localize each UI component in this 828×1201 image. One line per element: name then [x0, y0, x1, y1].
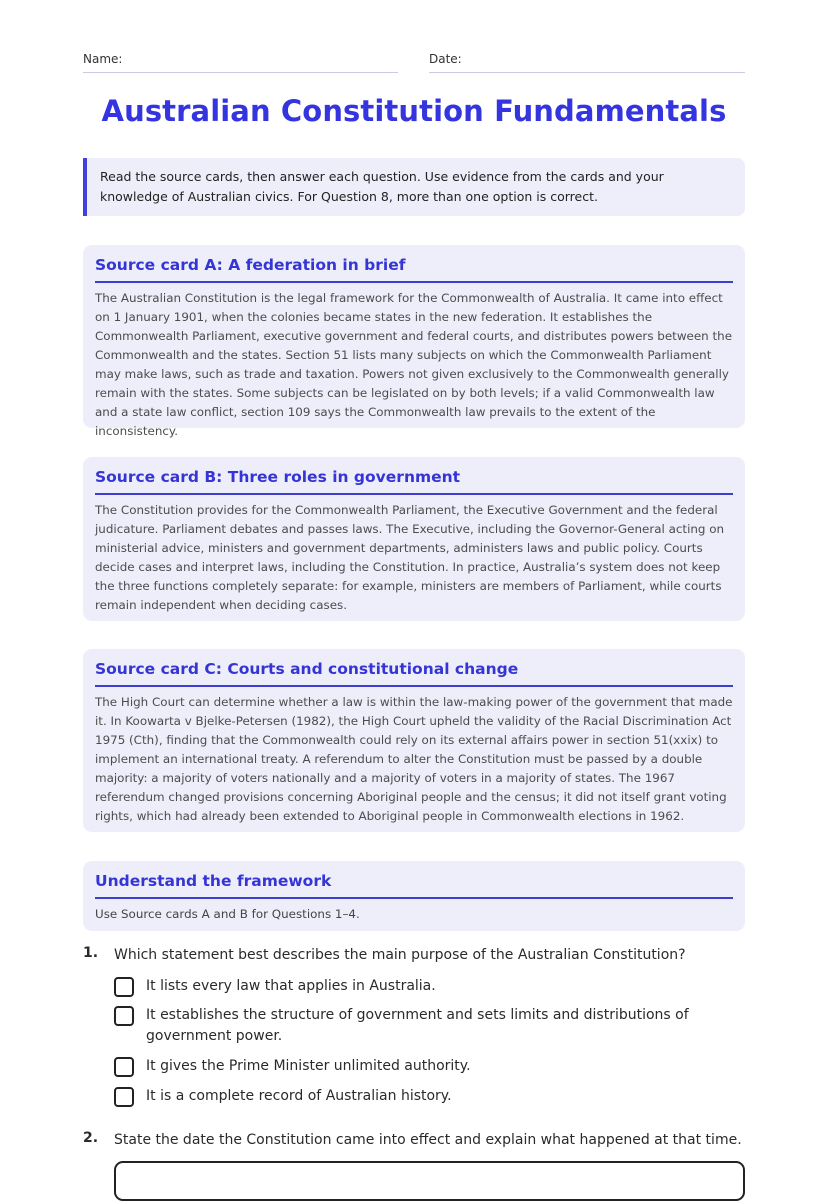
date-label: Date:	[429, 52, 462, 66]
name-label: Name:	[83, 52, 123, 66]
checkbox[interactable]	[114, 1057, 134, 1077]
source-card-a-title: Source card A: A federation in brief	[95, 254, 733, 283]
source-card-b-body: The Constitution provides for the Commonwealth Parliament, the Executive Government and the federal judicature. Parliament debates and passes laws. The Executive, including the Governor-General acting on ministerial advice, ministers and government departments, administers laws and public policy. Courts decide cases and interpret laws, including the Constitution. In practice, Australia’s system does not keep the three functions completely separate: for example, ministers are members of Parliament, while courts remain independent when deciding cases.	[95, 503, 725, 612]
source-card-a-body: The Australian Constitution is the legal framework for the Commonwealth of Australia. It came into effect on 1 January 1901, when the colonies became states in the new federation. It establishes the Commonwealth Parliament, executive government and federal courts, and distributes powers between the Commonwealth and the states. Section 51 lists many subjects on which the Commonwealth Parliament may make laws, such as trade and taxation. Powers not given exclusively to the Commonwealth generally remain with the states. Some subjects can be legislated on by both levels; if a valid Commonwealth law and a state law conflict, section 109 says the Commonwealth law prevails to the extent of the inconsistency.	[95, 291, 733, 438]
option-text: It lists every law that applies in Australia.	[146, 978, 436, 994]
question-1-number: 1.	[83, 945, 99, 961]
option-text: It establishes the structure of government and sets limits and distributions of government power.	[146, 1007, 689, 1044]
name-date-row	[83, 52, 745, 74]
option-text: It is a complete record of Australian history.	[146, 1088, 452, 1104]
source-card-c	[83, 649, 745, 832]
checkbox[interactable]	[114, 1087, 134, 1107]
section-title: Understand the framework	[95, 870, 733, 899]
source-card-b	[83, 457, 745, 621]
name-field[interactable]	[83, 52, 398, 73]
checkbox[interactable]	[114, 1006, 134, 1026]
source-card-c-title: Source card C: Courts and constitutional change	[95, 658, 733, 687]
section-note: Use Source cards A and B for Questions 1–4.	[95, 907, 360, 921]
question-2-text: State the date the Constitution came into effect and explain what happened at that time.	[114, 1132, 742, 1148]
instructions-box: Read the source cards, then answer each question. Use evidence from the cards and your knowledge of Australian civics. For Question 8, more than one option is correct.	[83, 158, 745, 216]
question-1-text: Which statement best describes the main purpose of the Australian Constitution?	[114, 947, 686, 963]
option-text: It gives the Prime Minister unlimited authority.	[146, 1058, 471, 1074]
question-2-number: 2.	[83, 1130, 99, 1146]
source-card-c-body: The High Court can determine whether a law is within the law-making power of the government that made it. In Koowarta v Bjelke-Petersen (1982), the High Court upheld the validity of the Racial Discrimination Act 1975 (Cth), finding that the Commonwealth could rely on its external affairs power in section 51(xxix) to implement an international treaty. A referendum to alter the Constitution must be passed by a double majority: a majority of voters nationally and a majority of voters in a majority of states. The 1967 referendum changed provisions concerning Aboriginal people and the census; it did not itself grant voting rights, which had already been extended to Aboriginal people in Commonwealth elections in 1962.	[95, 695, 733, 823]
source-card-b-title: Source card B: Three roles in government	[95, 466, 733, 495]
question-2-answer-box[interactable]	[114, 1161, 745, 1201]
section-understand-framework	[83, 861, 745, 931]
source-card-a	[83, 245, 745, 438]
page-title: Australian Constitution Fundamentals	[101, 94, 727, 128]
date-field[interactable]	[429, 52, 745, 73]
checkbox[interactable]	[114, 977, 134, 997]
